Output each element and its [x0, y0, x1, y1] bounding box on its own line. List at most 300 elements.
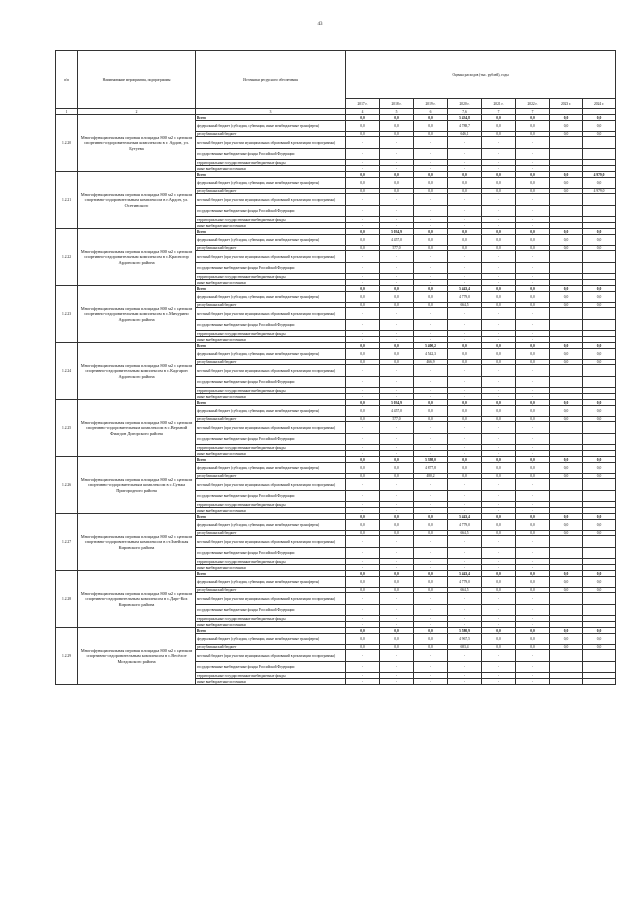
source-label: Всего — [196, 115, 346, 121]
value-cell: 0,0 — [516, 474, 550, 479]
header-row — [56, 51, 616, 99]
value-cell: 0,0 — [414, 400, 448, 406]
value-cell: - — [516, 331, 550, 337]
value-cell: 0,0 — [583, 343, 616, 349]
value-cell: 5 034,9 — [380, 400, 414, 406]
source-label: Всего — [196, 457, 346, 463]
value-cell: - — [380, 149, 414, 160]
value-cell: - — [346, 451, 380, 457]
year-header: 2023 г. — [550, 99, 583, 109]
value-cell: - — [448, 320, 482, 331]
value-cell: - — [448, 662, 482, 673]
value-cell: 0,0 — [516, 628, 550, 634]
value-cell: 0,0 — [550, 628, 583, 634]
value-cell: 0,0 — [516, 463, 550, 474]
source-label: республиканский бюджет — [196, 303, 346, 308]
source-label: Всего — [196, 172, 346, 178]
value-cell: - — [414, 536, 448, 548]
value-cell: - — [516, 593, 550, 605]
value-cell — [583, 434, 616, 445]
value-cell: 0,0 — [550, 349, 583, 360]
value-cell — [550, 365, 583, 377]
value-cell: 0,0 — [414, 189, 448, 194]
source-label: федеральный бюджет (субсидии, субвенции, иные межбюджетные трансферты) — [196, 235, 346, 246]
value-cell: 0,0 — [346, 634, 380, 645]
value-cell: - — [482, 508, 516, 514]
value-cell: - — [346, 274, 380, 280]
value-cell: 466,9 — [414, 360, 448, 365]
source-label: республиканский бюджет — [196, 474, 346, 479]
value-cell: 0,0 — [583, 178, 616, 189]
value-cell: 0,0 — [550, 132, 583, 137]
source-label: местный бюджет (при участии муниципальных образований в реализации госпрограммы) — [196, 308, 346, 320]
value-cell: - — [346, 308, 380, 320]
value-cell: - — [516, 479, 550, 491]
value-cell: 0,0 — [414, 121, 448, 132]
value-cell: 0,0 — [516, 178, 550, 189]
value-cell: 0,0 — [380, 292, 414, 303]
value-cell — [550, 491, 583, 502]
value-cell — [583, 422, 616, 434]
value-cell: - — [482, 137, 516, 149]
value-cell: - — [414, 377, 448, 388]
value-cell: 0,0 — [516, 172, 550, 178]
value-cell: - — [482, 662, 516, 673]
value-cell: 0,0 — [550, 531, 583, 536]
source-label: иные внебюджетные источники — [196, 508, 346, 514]
value-cell: 0,0 — [550, 457, 583, 463]
value-cell: 0,0 — [482, 645, 516, 650]
source-label: республиканский бюджет — [196, 531, 346, 536]
value-cell: - — [482, 616, 516, 622]
value-cell: 0,0 — [346, 457, 380, 463]
value-cell: 0,0 — [583, 360, 616, 365]
value-cell: - — [380, 365, 414, 377]
value-cell: 0,0 — [346, 628, 380, 634]
value-cell: - — [516, 565, 550, 571]
value-cell: - — [516, 365, 550, 377]
value-cell: 0,0 — [380, 115, 414, 121]
value-cell: - — [516, 605, 550, 616]
value-cell: - — [346, 331, 380, 337]
value-cell: - — [414, 673, 448, 679]
value-cell: - — [448, 394, 482, 400]
value-cell: 0,0 — [583, 235, 616, 246]
value-cell: - — [380, 650, 414, 662]
value-cell — [583, 605, 616, 616]
value-cell — [550, 593, 583, 605]
value-cell: - — [482, 194, 516, 206]
value-cell: - — [380, 673, 414, 679]
value-cell: - — [448, 616, 482, 622]
source-label: государственные внебюджетные фонды Российской Федерации — [196, 320, 346, 331]
source-label: местный бюджет (при участии муниципальных образований в реализации госпрограммы) — [196, 365, 346, 377]
item-name: Многофункциональная игровая площадка 800 м2 с цатоком спортивно-оздоровительным комплексом в с.Дарг-Кох Кировского района — [78, 571, 196, 628]
value-cell: - — [482, 217, 516, 223]
value-cell: - — [346, 445, 380, 451]
value-cell: 0,0 — [346, 577, 380, 588]
index-cell: 1 — [56, 109, 78, 115]
value-cell: - — [448, 605, 482, 616]
value-cell: - — [346, 149, 380, 160]
value-cell: - — [448, 559, 482, 565]
source-label: иные внебюджетные источники — [196, 394, 346, 400]
header-num: п/п — [56, 51, 78, 109]
value-cell: 0,0 — [448, 178, 482, 189]
value-cell: - — [482, 166, 516, 172]
value-cell: - — [346, 491, 380, 502]
source-label: Всего — [196, 343, 346, 349]
value-cell: - — [414, 593, 448, 605]
value-cell: 0,0 — [550, 571, 583, 577]
source-label: территориальные государственные внебюджетные фонды — [196, 331, 346, 337]
source-label: федеральный бюджет (субсидии, субвенции, иные межбюджетные трансферты) — [196, 121, 346, 132]
value-cell: 0,0 — [583, 531, 616, 536]
source-label: государственные внебюджетные фонды Российской Федерации — [196, 434, 346, 445]
value-cell — [583, 679, 616, 685]
value-cell: - — [448, 217, 482, 223]
item-name: Многофункциональная игровая площадка 800 м2 с цатоком спортивно-оздоровительным комплексом в ст.Змейская Кировского района — [78, 514, 196, 571]
value-cell: - — [482, 650, 516, 662]
index-cell: 7 — [482, 109, 516, 115]
value-cell: 0,0 — [482, 229, 516, 235]
value-cell: 0,0 — [380, 303, 414, 308]
value-cell: 4 979,0 — [583, 172, 616, 178]
value-cell: 0,0 — [516, 246, 550, 251]
value-cell: 0,0 — [516, 531, 550, 536]
value-cell: 5 400,2 — [414, 343, 448, 349]
year-header: 2020 г. — [448, 99, 482, 109]
value-cell: - — [414, 491, 448, 502]
value-cell — [583, 251, 616, 263]
value-cell: - — [448, 434, 482, 445]
value-cell: - — [380, 217, 414, 223]
value-cell: 4 542,3 — [414, 349, 448, 360]
value-cell: - — [516, 679, 550, 685]
value-cell: - — [346, 320, 380, 331]
value-cell: 0,0 — [414, 132, 448, 137]
value-cell — [583, 308, 616, 320]
value-cell: 4 967,5 — [448, 634, 482, 645]
source-label: федеральный бюджет (субсидии, субвенции, иные межбюджетные трансферты) — [196, 349, 346, 360]
value-cell: - — [516, 263, 550, 274]
value-cell: 0,0 — [550, 229, 583, 235]
header-estimate: Оценка расходов (тыс. рублей), годы — [346, 51, 616, 99]
source-label: иные внебюджетные источники — [196, 622, 346, 628]
value-cell: 0,0 — [583, 303, 616, 308]
value-cell: 0,0 — [583, 520, 616, 531]
value-cell: - — [346, 206, 380, 217]
value-cell: - — [346, 223, 380, 229]
value-cell: 5 434,8 — [448, 115, 482, 121]
value-cell: 0,0 — [414, 406, 448, 417]
value-cell: - — [414, 320, 448, 331]
value-cell: - — [414, 548, 448, 559]
value-cell: 0,0 — [583, 121, 616, 132]
item-name: Многофункциональная игровая площадка 800 м2 с цатоком спортивно-оздоровительным комплексом в с.Красногор Ардонского района — [78, 229, 196, 286]
value-cell: - — [482, 593, 516, 605]
value-cell: - — [380, 320, 414, 331]
value-cell: 577,0 — [380, 246, 414, 251]
value-cell: - — [380, 565, 414, 571]
value-cell: 5 034,9 — [380, 229, 414, 235]
source-label: территориальные государственные внебюджетные фонды — [196, 445, 346, 451]
source-label: Всего — [196, 628, 346, 634]
value-cell: - — [448, 160, 482, 166]
value-cell: 0,0 — [346, 115, 380, 121]
value-cell: 0,0 — [380, 577, 414, 588]
value-cell: - — [482, 559, 516, 565]
value-cell: 0,0 — [550, 172, 583, 178]
source-label: государственные внебюджетные фонды Российской Федерации — [196, 149, 346, 160]
value-cell — [550, 377, 583, 388]
value-cell: 0,0 — [380, 474, 414, 479]
value-cell: - — [448, 622, 482, 628]
value-cell: 577,0 — [380, 417, 414, 422]
value-cell — [583, 662, 616, 673]
source-label: федеральный бюджет (субсидии, субвенции, иные межбюджетные трансферты) — [196, 634, 346, 645]
value-cell: - — [380, 559, 414, 565]
value-cell: - — [516, 536, 550, 548]
value-cell: 0,0 — [516, 229, 550, 235]
value-cell: - — [380, 508, 414, 514]
value-cell: 0,0 — [550, 417, 583, 422]
value-cell: - — [482, 502, 516, 508]
value-cell: - — [414, 160, 448, 166]
value-cell: - — [516, 559, 550, 565]
value-cell: 0,0 — [550, 406, 583, 417]
value-cell: - — [380, 445, 414, 451]
value-cell: 0,0 — [583, 132, 616, 137]
index-cell: 7 — [516, 109, 550, 115]
value-cell: 5 443,4 — [448, 571, 482, 577]
value-cell: - — [516, 251, 550, 263]
value-cell: 0,0 — [448, 343, 482, 349]
value-cell: - — [414, 662, 448, 673]
value-cell: - — [482, 331, 516, 337]
value-cell: - — [414, 422, 448, 434]
value-cell: 0,0 — [414, 531, 448, 536]
value-cell: - — [346, 365, 380, 377]
value-cell: - — [346, 422, 380, 434]
value-cell — [550, 194, 583, 206]
value-cell: 0,0 — [482, 115, 516, 121]
item-number: 1.2.28 — [56, 571, 78, 628]
value-cell: 0,0 — [482, 246, 516, 251]
value-cell: - — [346, 508, 380, 514]
value-cell: 0,0 — [448, 457, 482, 463]
value-cell: 0,0 — [448, 417, 482, 422]
value-cell: - — [448, 536, 482, 548]
value-cell: - — [414, 206, 448, 217]
value-cell: 0,0 — [448, 463, 482, 474]
value-cell: - — [414, 223, 448, 229]
value-cell: 0,0 — [380, 531, 414, 536]
source-label: государственные внебюджетные фонды Российской Федерации — [196, 491, 346, 502]
value-cell: 0,0 — [516, 115, 550, 121]
value-cell: - — [414, 194, 448, 206]
value-cell: - — [414, 149, 448, 160]
value-cell: - — [414, 650, 448, 662]
index-cell: 2 — [78, 109, 196, 115]
value-cell: - — [414, 166, 448, 172]
value-cell: - — [414, 445, 448, 451]
value-cell: 4 779,0 — [448, 292, 482, 303]
value-cell: 0,0 — [380, 645, 414, 650]
value-cell — [550, 206, 583, 217]
value-cell: 0,0 — [516, 292, 550, 303]
value-cell: 0,0 — [482, 463, 516, 474]
value-cell: 0,0 — [414, 229, 448, 235]
value-cell: 0,0 — [583, 406, 616, 417]
item-number: 1.2.21 — [56, 172, 78, 229]
value-cell: 0,0 — [346, 178, 380, 189]
value-cell: 0,0 — [583, 628, 616, 634]
value-cell: 0,0 — [414, 235, 448, 246]
value-cell: 0,0 — [380, 571, 414, 577]
value-cell — [550, 263, 583, 274]
source-label: Всего — [196, 514, 346, 520]
value-cell: - — [482, 548, 516, 559]
value-cell: - — [482, 536, 516, 548]
value-cell: - — [448, 377, 482, 388]
value-cell: - — [516, 422, 550, 434]
value-cell: 0,0 — [482, 235, 516, 246]
value-cell: 0,0 — [448, 400, 482, 406]
value-cell — [583, 650, 616, 662]
value-cell: - — [414, 502, 448, 508]
value-cell: - — [482, 673, 516, 679]
value-cell: - — [448, 206, 482, 217]
value-cell: - — [516, 274, 550, 280]
value-cell: 0,0 — [550, 303, 583, 308]
header-name: Наименование мероприятия, подпрограммы — [78, 51, 196, 109]
source-label: государственные внебюджетные фонды Российской Федерации — [196, 605, 346, 616]
source-label: федеральный бюджет (субсидии, субвенции, иные межбюджетные трансферты) — [196, 520, 346, 531]
value-cell: - — [346, 622, 380, 628]
value-cell: - — [516, 394, 550, 400]
value-cell: 0,0 — [583, 292, 616, 303]
value-cell: 0,0 — [482, 634, 516, 645]
value-cell: - — [346, 337, 380, 343]
value-cell: - — [482, 377, 516, 388]
value-cell: - — [380, 377, 414, 388]
value-cell: 4 877,8 — [414, 463, 448, 474]
value-cell: - — [448, 365, 482, 377]
value-cell: - — [380, 388, 414, 394]
value-cell: - — [380, 622, 414, 628]
value-cell: - — [380, 263, 414, 274]
value-cell: 0,0 — [414, 514, 448, 520]
source-label: местный бюджет (при участии муниципальных образований в реализации госпрограммы) — [196, 137, 346, 149]
value-cell: 0,0 — [550, 292, 583, 303]
table-body — [56, 115, 616, 685]
item-number: 1.2.24 — [56, 343, 78, 400]
value-cell: 0,0 — [482, 132, 516, 137]
value-cell: 0,0 — [516, 588, 550, 593]
source-label: территориальные государственные внебюджетные фонды — [196, 388, 346, 394]
value-cell: - — [414, 137, 448, 149]
value-cell: 0,0 — [414, 292, 448, 303]
value-cell: 0,0 — [482, 514, 516, 520]
value-cell: 0,0 — [516, 571, 550, 577]
source-label: территориальные государственные внебюджетные фонды — [196, 559, 346, 565]
value-cell: 0,0 — [414, 115, 448, 121]
value-cell: - — [346, 434, 380, 445]
value-cell: 0,0 — [448, 229, 482, 235]
source-label: республиканский бюджет — [196, 360, 346, 365]
value-cell: - — [516, 434, 550, 445]
value-cell: 5 398,0 — [414, 457, 448, 463]
value-cell: 0,0 — [550, 246, 583, 251]
value-cell: 0,0 — [550, 286, 583, 292]
value-cell: 0,0 — [550, 121, 583, 132]
value-cell: - — [482, 149, 516, 160]
value-cell — [550, 548, 583, 559]
value-cell: - — [448, 263, 482, 274]
value-cell: 0,0 — [380, 189, 414, 194]
value-cell: 5 443,4 — [448, 286, 482, 292]
value-cell: 0,0 — [516, 343, 550, 349]
value-cell — [583, 365, 616, 377]
value-cell: 0,0 — [482, 172, 516, 178]
item-number: 1.2.29 — [56, 628, 78, 685]
value-cell: - — [380, 679, 414, 685]
value-cell: 0,0 — [346, 121, 380, 132]
value-cell: - — [448, 679, 482, 685]
source-label: государственные внебюджетные фонды Российской Федерации — [196, 662, 346, 673]
value-cell: 0,0 — [516, 577, 550, 588]
value-cell: 0,0 — [346, 349, 380, 360]
value-cell: 0,0 — [380, 132, 414, 137]
value-cell: 0,0 — [414, 628, 448, 634]
value-cell: 0,0 — [346, 514, 380, 520]
value-cell — [550, 251, 583, 263]
value-cell: - — [380, 137, 414, 149]
item-number: 1.2.27 — [56, 514, 78, 571]
value-cell: - — [516, 280, 550, 286]
value-cell: - — [516, 377, 550, 388]
source-label: местный бюджет (при участии муниципальных образований в реализации госпрограммы) — [196, 479, 346, 491]
value-cell: 0,0 — [516, 132, 550, 137]
value-cell: 0,0 — [516, 406, 550, 417]
value-cell — [550, 422, 583, 434]
source-label: местный бюджет (при участии муниципальных образований в реализации госпрограммы) — [196, 251, 346, 263]
value-cell: - — [516, 194, 550, 206]
value-cell: 0,0 — [414, 417, 448, 422]
value-cell — [550, 650, 583, 662]
value-cell: 664,5 — [448, 531, 482, 536]
source-label: государственные внебюджетные фонды Российской Федерации — [196, 263, 346, 274]
value-cell: 0,0 — [482, 121, 516, 132]
value-cell: - — [346, 616, 380, 622]
value-cell: - — [380, 194, 414, 206]
value-cell: - — [346, 536, 380, 548]
value-cell: - — [380, 394, 414, 400]
value-cell: - — [516, 388, 550, 394]
value-cell: 0,0 — [583, 286, 616, 292]
value-cell: - — [414, 451, 448, 457]
value-cell: 0,0 — [516, 417, 550, 422]
source-label: территориальные государственные внебюджетные фонды — [196, 673, 346, 679]
source-label: федеральный бюджет (субсидии, субвенции, иные межбюджетные трансферты) — [196, 406, 346, 417]
value-cell: - — [346, 650, 380, 662]
value-cell: 0,0 — [448, 474, 482, 479]
value-cell: 0,0 — [550, 343, 583, 349]
value-cell: 0,0 — [583, 514, 616, 520]
value-cell: - — [346, 565, 380, 571]
value-cell: 0,0 — [414, 645, 448, 650]
